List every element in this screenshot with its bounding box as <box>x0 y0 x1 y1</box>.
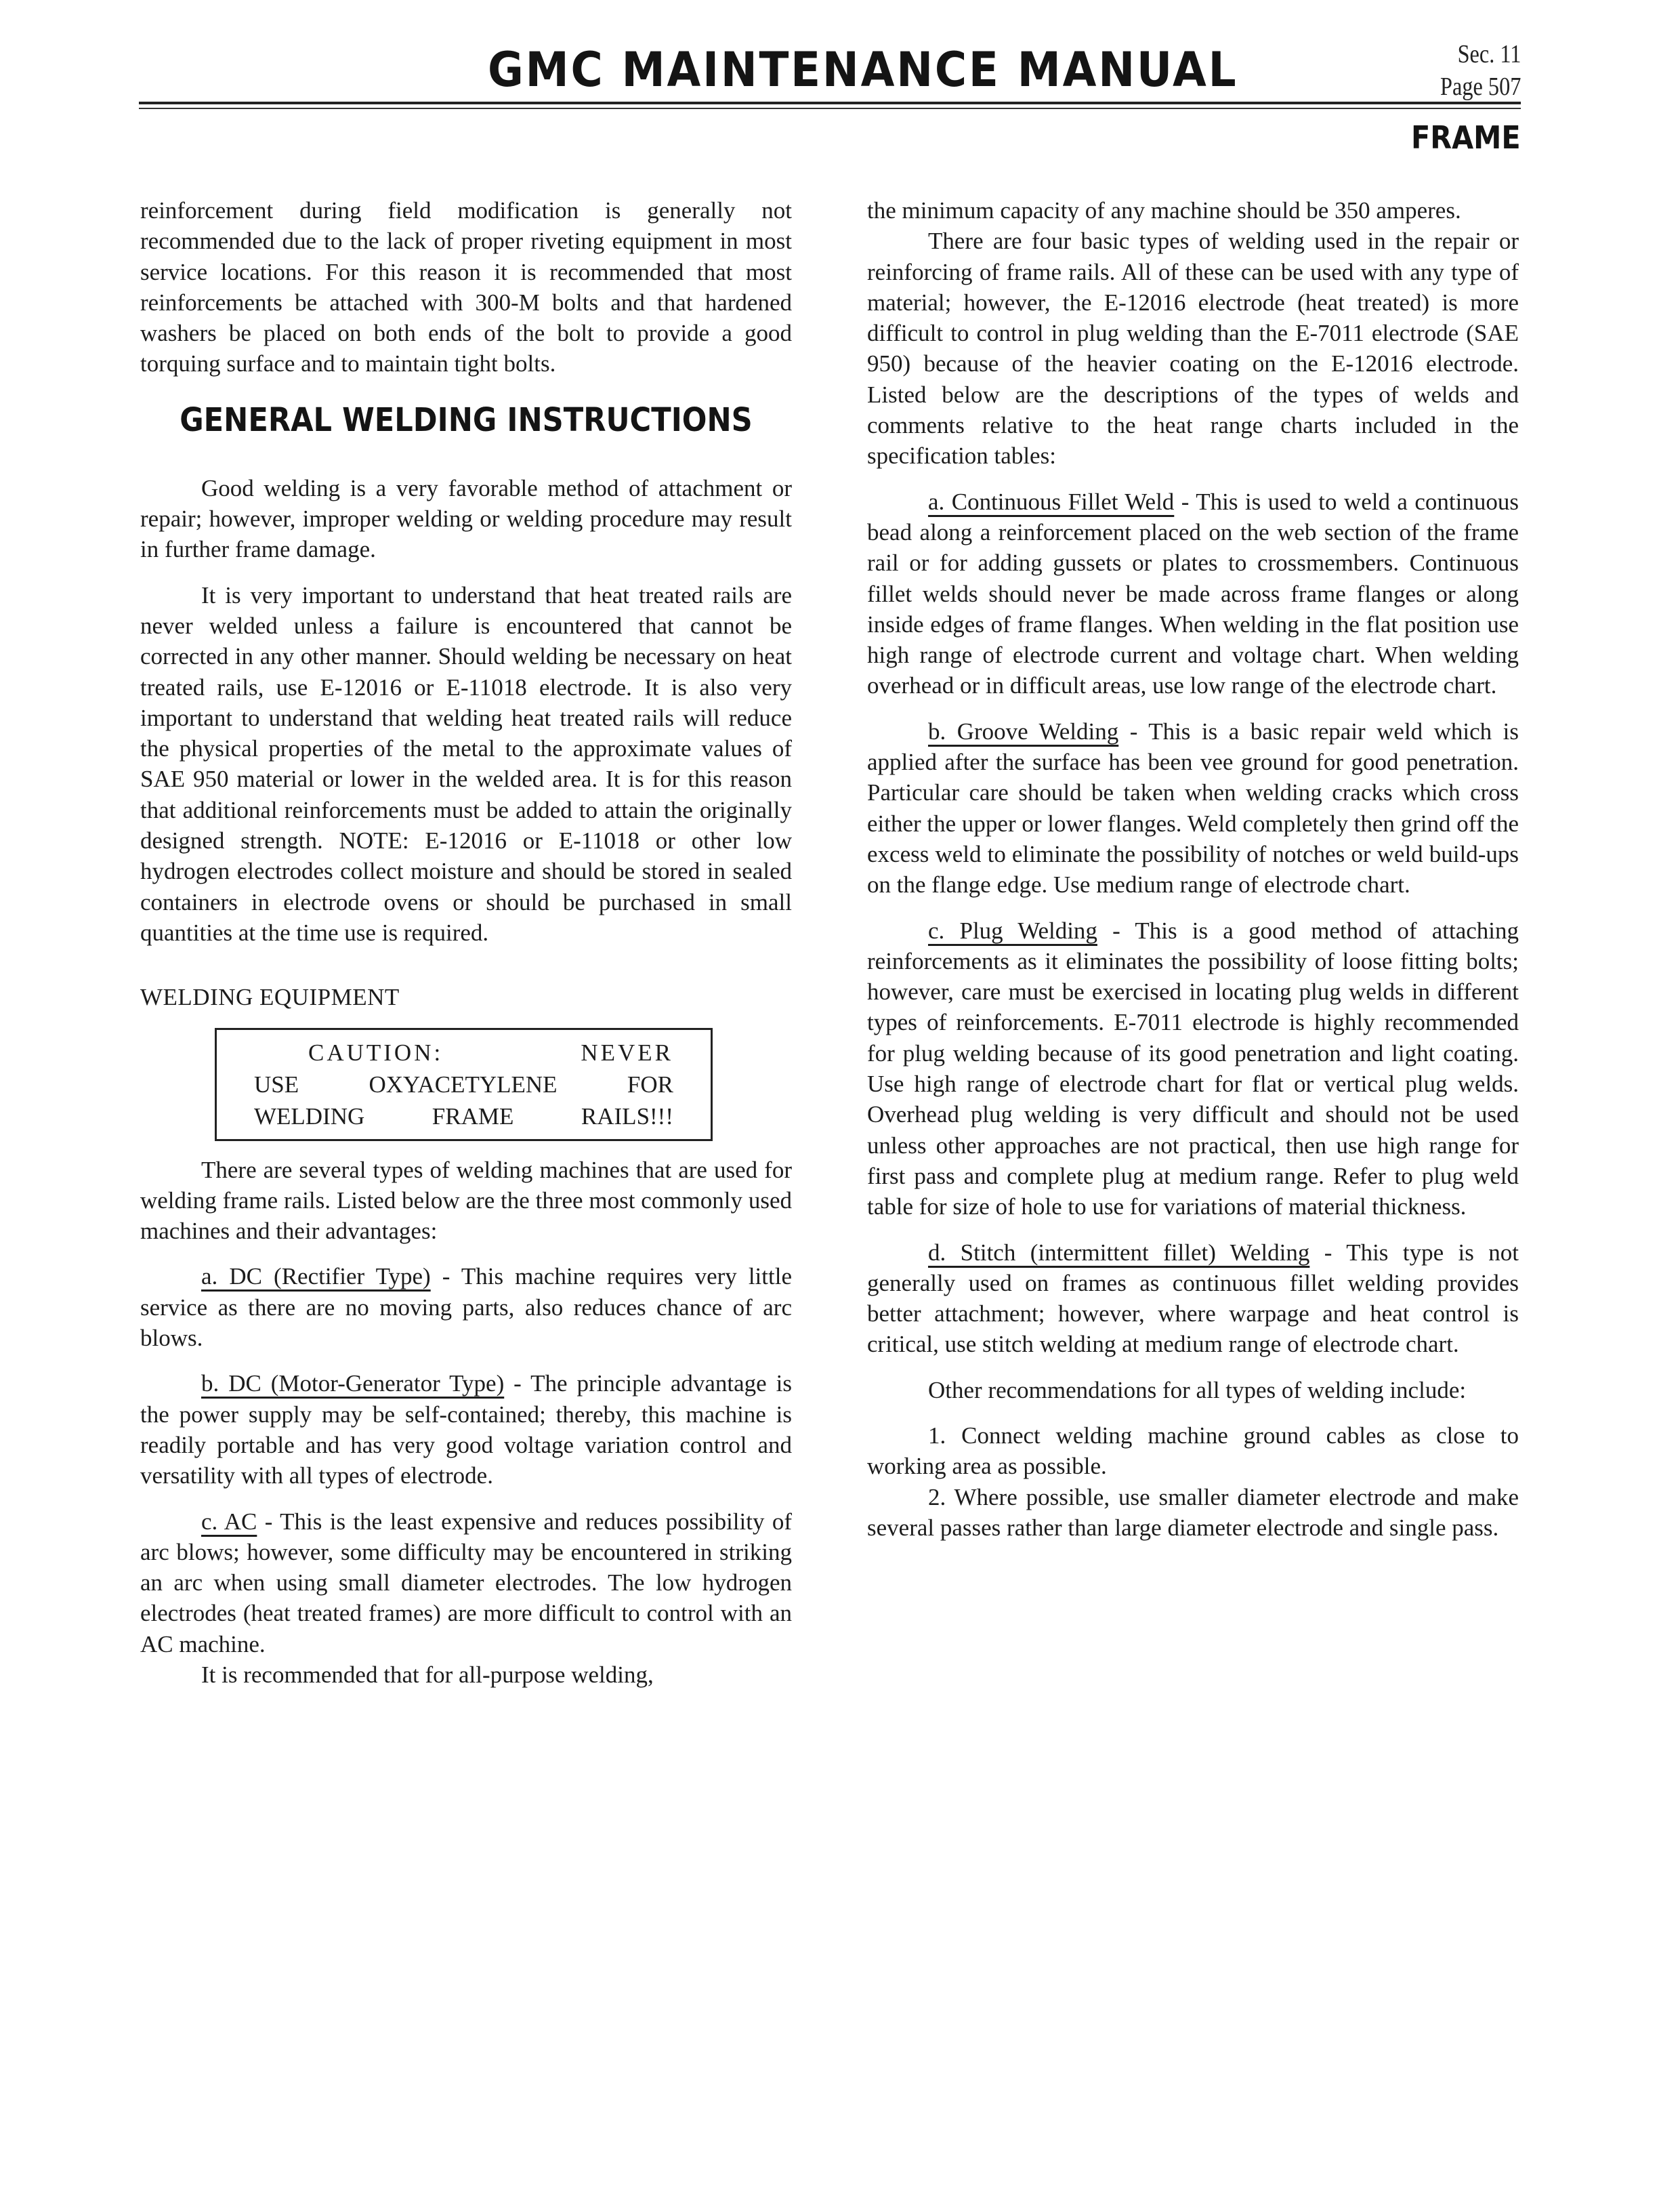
item-label: c. AC <box>201 1508 257 1535</box>
paragraph: There are four basic types of welding used in the repair or reinforcing of frame rails. All of these can be used with any type of material; however, the E-12016 electrode (heat treated) is more difficult to control in plug welding than the E-7011 electrode (SAE 950) because of the heavier coating on the E-12016 electrode. Listed below are the descriptions of the types of welds and comments relative to the heat range charts included in the specification tables: <box>867 228 1519 470</box>
caution-line: WELDING FRAME RAILS!!! <box>254 1102 673 1130</box>
chapter-title: FRAME <box>1411 119 1521 156</box>
item-text: - The principle advantage is the power supply may be self-contained; thereby, this machine is readily portable and has very good voltage variation control and versatility with all types of electrode. <box>140 1370 793 1489</box>
paragraph: It is very important to understand that heat treated rails are never welded unless a failure is encountered that cannot be corrected in any other manner. Should welding be necessary on heat treated rails, use E-12016 or E-11018 electrode. It is also very important to understand that welding heat treated rails will reduce the physical properties of the metal to the approximate values of SAE 950 material or lower in the welded area. It is for this reason that additional reinforcements must be added to attain the originally designed strength. NOTE: E-12016 or E-11018 or other low hydrogen electrodes collect moisture and should be stored in sealed containers in electrode ovens or should be purchased in small quantities at the time use is required. <box>140 581 792 946</box>
right-column <box>867 195 1519 1543</box>
item-label: a. Continuous Fillet Weld <box>928 488 1175 515</box>
section-number: Sec. 11 <box>1457 40 1521 68</box>
header-rule-thick <box>139 102 1521 104</box>
list-item <box>867 1237 1519 1360</box>
item-text: - This is the least expensive and reduces possibility of arc blows; however, some difficulty may be encountered in striking an arc when using small diameter electrodes. The low hydrogen electrodes (heat treated frames) are more difficult to control with an AC machine. <box>140 1508 792 1657</box>
paragraph: reinforcement during field modification is generally not recommended due to the lack of proper riveting equipment in most service locations. For this reason it is recommended that most reinforcements be attached with 300-M bolts and that hardened washers be placed on both ends of the bolt to provide a good torquing surface and to maintain tight bolts. <box>140 197 792 377</box>
item-label: c. Plug Welding <box>928 917 1097 944</box>
item-text: - This machine requires very little service as there are no moving parts, also reduces chance of arc blows. <box>140 1263 792 1352</box>
caution-line: USE OXYACETYLENE FOR <box>254 1071 673 1098</box>
list-item <box>140 1506 792 1659</box>
item-text: - This type is not generally used on frames as continuous fillet welding provides better attachment; however, where warpage and heat control is critical, use stitch welding at medium range of electrode chart. <box>867 1239 1519 1358</box>
list-item <box>867 487 1519 701</box>
header-rule-thin <box>139 108 1521 109</box>
section-heading: GENERAL WELDING INSTRUCTIONS <box>180 400 753 439</box>
paragraph: Good welding is a very favorable method of attachment or repair; however, improper welding or welding procedure may result in further frame damage. <box>140 474 792 563</box>
list-item <box>867 915 1519 1222</box>
item-text: - This is used to weld a continuous bead along a reinforcement placed on the web section of the frame rail or for adding gussets or plates to crossmembers. Continuous fillet welds should never be made across frame flanges or along inside edges of frame flanges. When welding in the flat position use high range of electrode current and voltage chart. When welding overhead or in difficult areas, use low range of the electrode chart. <box>867 488 1519 699</box>
left-column <box>140 195 792 1690</box>
paragraph: There are several types of welding machines that are used for welding frame rails. Listed below are the three most commonly used machines and their advantages: <box>140 1156 792 1245</box>
recommendation-item: 2. Where possible, use smaller diameter electrode and make several passes rather than large diameter electrode and single pass. <box>867 1483 1519 1541</box>
list-item <box>867 716 1519 901</box>
subheading: WELDING EQUIPMENT <box>140 984 400 1011</box>
paragraph: Other recommendations for all types of welding include: <box>928 1376 1467 1403</box>
manual-title: GMC MAINTENANCE MANUAL <box>488 42 1238 98</box>
list-item <box>140 1368 792 1491</box>
item-label: d. Stitch (intermittent fillet) Welding <box>928 1239 1310 1266</box>
recommendation-item: 1. Connect welding machine ground cables as close to working area as possible. <box>867 1422 1519 1480</box>
item-label: b. DC (Motor-Generator Type) <box>201 1370 505 1397</box>
item-label: a. DC (Rectifier Type) <box>201 1263 431 1290</box>
item-label: b. Groove Welding <box>928 718 1119 745</box>
caution-line: CAUTION: NEVER <box>308 1039 673 1066</box>
item-text: - This is a basic repair weld which is applied after the surface has been vee ground for good penetration. Particular care should be taken when welding cracks which cross either the upper or lower flanges. Weld completely then grind off the excess weld to eliminate the possibility of notches or weld build-ups on the flange edge. Use medium range of electrode chart. <box>867 718 1519 899</box>
item-text: - This is a good method of attaching reinforcements as it eliminates the possibility of loose fitting bolts; however, care must be exercised in locating plug welds in different types of reinforcements. E-7011 electrode is highly recommended for plug welding because of its good penetration and light coating. Use high range of electrode chart for flat or vertical plug welds. Overhead plug welding is very difficult and should not be used unless other approaches are not practical, then use high range for first pass and complete plug at medium range. Refer to plug weld table for size of hole to use for variations of material thickness. <box>867 917 1519 1220</box>
list-item <box>140 1261 792 1353</box>
paragraph: It is recommended that for all-purpose welding, <box>201 1661 654 1688</box>
paragraph: the minimum capacity of any machine should be 350 amperes. <box>867 197 1461 224</box>
caution-box <box>215 1028 713 1141</box>
page-number: Page 507 <box>1440 73 1521 101</box>
